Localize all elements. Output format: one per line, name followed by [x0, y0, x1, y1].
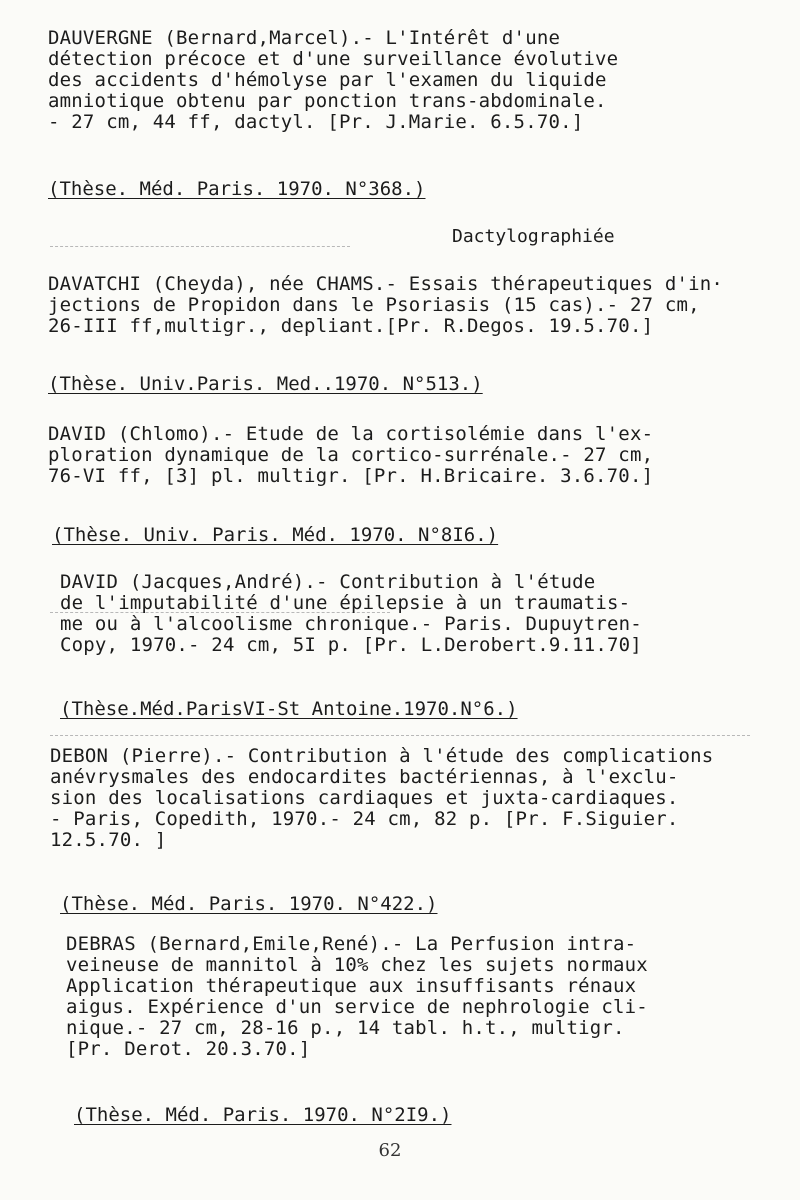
entry-line: nique.- 27 cm, 28-16 p., 14 tabl. h.t., multigr.: [66, 1017, 625, 1039]
entry-line: détection précoce et d'une surveillance évolutive: [48, 48, 619, 70]
thesis-citation: (Thèse. Univ.Paris. Med..1970. N°513.): [48, 373, 483, 395]
entry-line: Application thérapeutique aux insuffisants rénaux: [66, 975, 637, 997]
entry-line: 76-VI ff, [3] pl. multigr. [Pr. H.Bricaire. 3.6.70.]: [48, 465, 654, 487]
thesis-citation: (Thèse. Méd. Paris. 1970. N°2I9.): [74, 1104, 452, 1126]
entry-line: DAVATCHI (Cheyda), née CHAMS.- Essais thérapeutiques d'in·: [48, 273, 724, 295]
thesis-citation: (Thèse. Univ. Paris. Méd. 1970. N°8I6.): [52, 524, 499, 546]
annotation-note: Dactylographiée: [452, 226, 615, 247]
bibliographic-entry: [50, 746, 713, 851]
entry-line: aigus. Expérience d'un service de nephrologie cli-: [66, 996, 648, 1018]
entry-line: 26-III ff,multigr., depliant.[Pr. R.Degos. 19.5.70.]: [48, 315, 654, 337]
entry-line: DEBRAS (Bernard,Emile,René).- La Perfusion intra-: [66, 933, 637, 955]
entry-line: jections de Propidon dans le Psoriasis (15 cas).- 27 cm,: [48, 294, 700, 316]
entry-line: DEBON (Pierre).- Contribution à l'étude des complications: [50, 745, 714, 767]
separator-rule: [50, 735, 750, 736]
separator-rule: [50, 246, 350, 247]
entry-line: me ou à l'alcoolisme chronique.- Paris. Dupuytren-: [60, 613, 642, 635]
bibliographic-entry: [60, 572, 642, 656]
thesis-citation: (Thèse.Méd.ParisVI-St Antoine.1970.N°6.): [60, 698, 518, 720]
bibliographic-entry: [48, 28, 618, 133]
entry-line: Copy, 1970.- 24 cm, 5I p. [Pr. L.Derobert.9.11.70]: [60, 634, 642, 656]
entry-line: 12.5.70. ]: [50, 829, 167, 851]
entry-line: veineuse de mannitol à 10% chez les sujets normaux: [66, 954, 648, 976]
bibliographic-entry: [48, 274, 723, 337]
entry-line: amniotique obtenu par ponction trans-abdominale.: [48, 90, 607, 112]
entry-line: [Pr. Derot. 20.3.70.]: [66, 1038, 311, 1060]
entry-line: ploration dynamique de la cortico-surrénale.- 27 cm,: [48, 444, 654, 466]
entry-line: - 27 cm, 44 ff, dactyl. [Pr. J.Marie. 6.5.70.]: [48, 111, 584, 133]
page-number: 62: [378, 1140, 402, 1161]
bibliographic-entry: [66, 934, 648, 1060]
entry-line: DAVID (Jacques,André).- Contribution à l'étude: [60, 571, 596, 593]
bibliographic-entry: [48, 424, 653, 487]
thesis-citation: (Thèse. Méd. Paris. 1970. N°368.): [48, 178, 426, 200]
entry-line: DAVID (Chlomo).- Etude de la cortisolémie dans l'ex-: [48, 423, 654, 445]
entry-line: DAUVERGNE (Bernard,Marcel).- L'Intérêt d'une: [48, 27, 561, 49]
entry-line: de l'imputabilité d'une épilepsie à un traumatis-: [60, 592, 631, 614]
entry-line: - Paris, Copedith, 1970.- 24 cm, 82 p. [Pr. F.Siguier.: [50, 808, 679, 830]
thesis-citation: (Thèse. Méd. Paris. 1970. N°422.): [60, 893, 438, 915]
entry-line: sion des localisations cardiaques et juxta-cardiaques.: [50, 787, 679, 809]
entry-line: des accidents d'hémolyse par l'examen du liquide: [48, 69, 607, 91]
entry-line: anévrysmales des endocardites bactériennas, à l'exclu-: [50, 766, 679, 788]
